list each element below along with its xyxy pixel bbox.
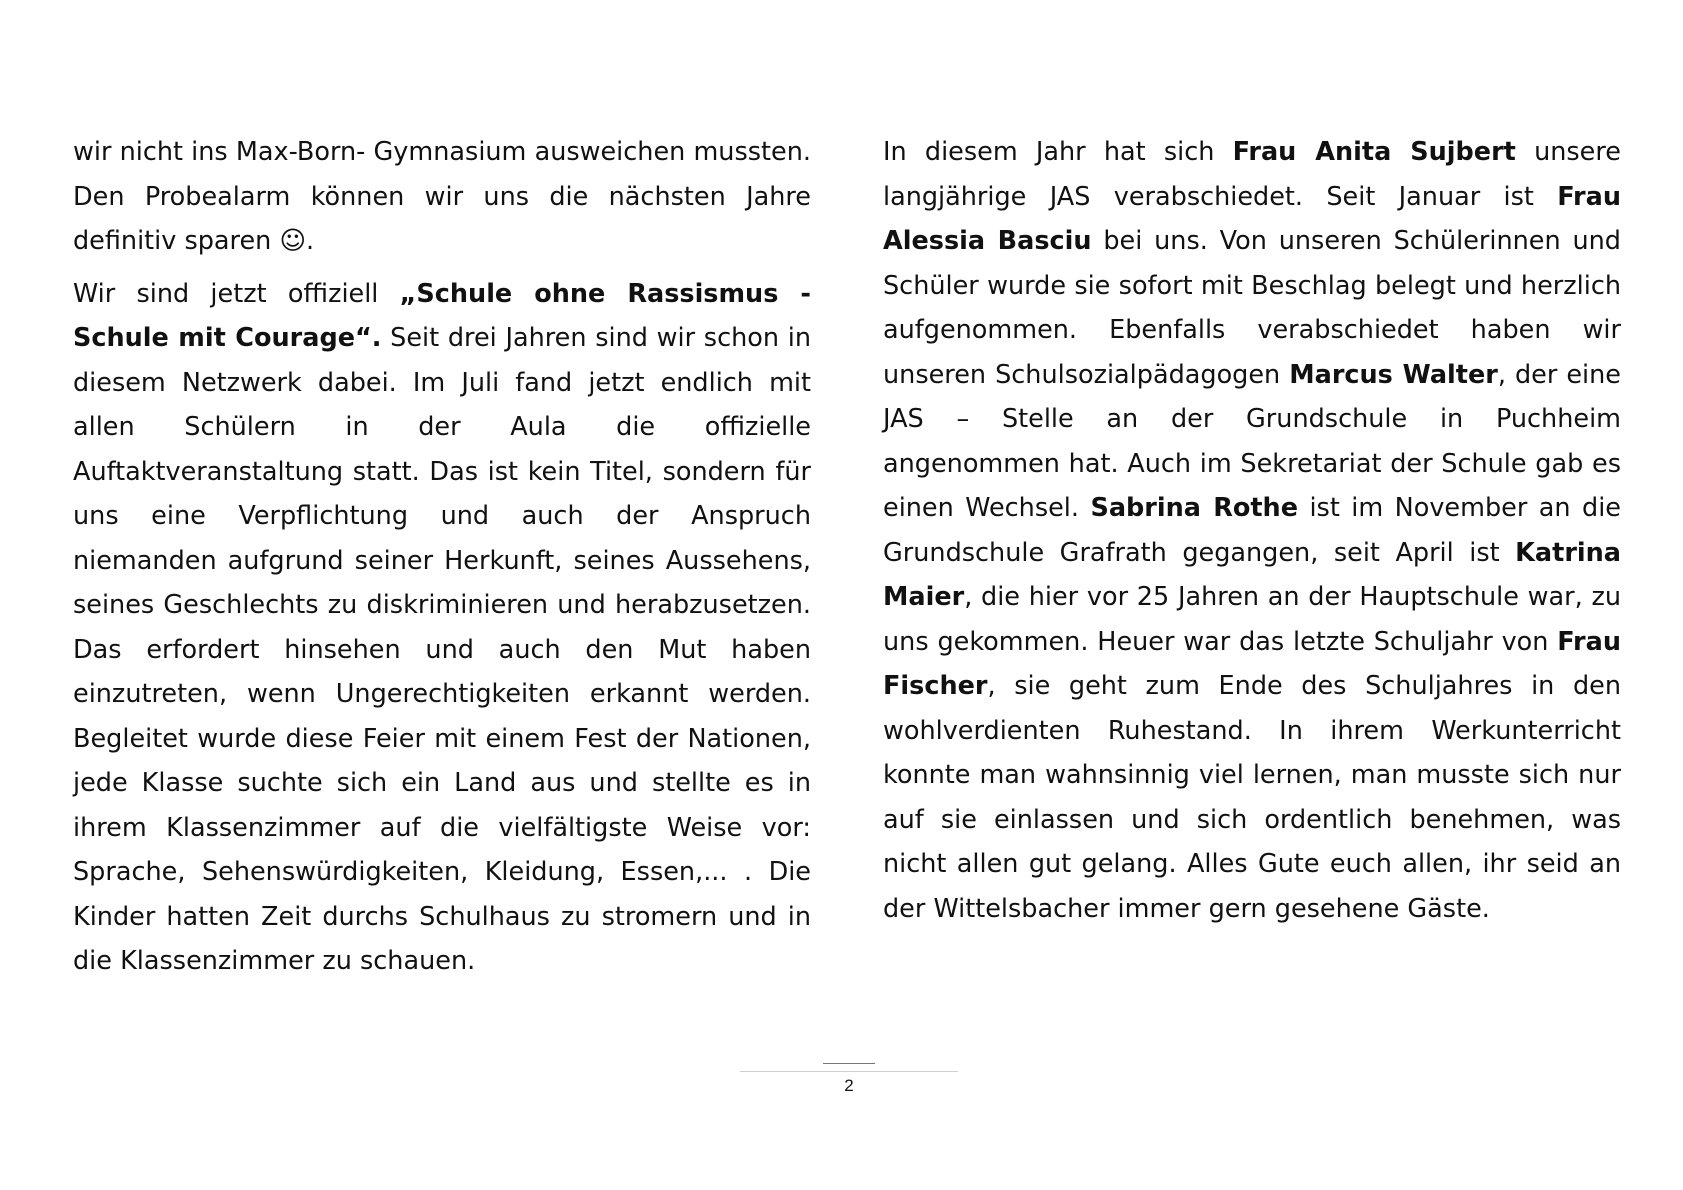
person-name: Katrina Maier	[883, 537, 1621, 612]
person-name: Marcus Walter	[1289, 359, 1498, 390]
footer-divider	[740, 1071, 958, 1072]
footer-short-rule	[823, 1063, 875, 1064]
page-footer	[740, 1063, 958, 1096]
paragraph-staff-changes: In diesem Jahr hat sich Frau Anita Sujbert unsere langjährige JAS verabschiedet. Seit Januar ist Frau Alessia Basciu bei uns. Von unseren Schülerinnen und Schüler wurde sie sofort mit Beschlag belegt und herzlich aufgenommen. Ebenfalls verabschiedet haben wir unseren Schulsozialpädagogen Marcus Walter, der eine JAS – Stelle an der Grundschule in Puchheim angenommen hat. Auch im Sekretariat der Schule gab es einen Wechsel. Sabrina Rothe ist im November an die Grundschule Grafrath gegangen, seit April ist Katrina Maier, die hier vor 25 Jahren an der Hauptschule war, zu uns gekommen. Heuer war das letzte Schuljahr von Frau Fischer, sie geht zum Ende des Schuljahres in den wohlverdienten Ruhestand. In ihrem Werkunterricht konnte man wahnsinnig viel lernen, man musste sich nur auf sie einlassen und sich ordentlich benehmen, was nicht allen gut gelang. Alles Gute euch allen, ihr seid an der Wittelsbacher immer gern gesehene Gäste.	[883, 137, 1621, 924]
paragraph-fire-alarm: wir nicht ins Max-Born- Gymnasium ausweichen mussten. Den Probealarm können wir uns die nächsten Jahre definitiv sparen ☺.	[73, 137, 811, 256]
person-name: Frau Fischer	[883, 626, 1621, 701]
left-column	[73, 130, 811, 992]
person-name: Frau Alessia Basciu	[883, 181, 1621, 256]
person-name: Sabrina Rothe	[1090, 493, 1298, 523]
page-number: 2	[844, 1076, 854, 1095]
project-title: „Schule ohne Rassismus - Schule mit Courage“.	[73, 278, 811, 353]
right-column	[883, 130, 1621, 939]
person-name: Frau Anita Sujbert	[1232, 137, 1516, 167]
paragraph-school-without-racism: Wir sind jetzt offiziell „Schule ohne Rassismus - Schule mit Courage“. Seit drei Jahren sind wir schon in diesem Netzwerk dabei. Im Juli fand jetzt endlich mit allen Schülern in der Aula die offizielle Auftaktveranstaltung statt. Das ist kein Titel, sondern für uns eine Verpflichtung und auch der Anspruch niemanden aufgrund seiner Herkunft, seines Aussehens, seines Geschlechts zu diskriminieren und herabzusetzen. Das erfordert hinsehen und auch den Mut haben einzutreten, wenn Ungerechtigkeiten erkannt werden. Begleitet wurde diese Feier mit einem Fest der Nationen, jede Klasse suchte sich ein Land aus und stellte es in ihrem Klassenzimmer auf die vielfältigste Weise vor: Sprache, Sehenswürdigkeiten, Kleidung, Essen,... . Die Kinder hatten Zeit durchs Schulhaus zu stromern und in die Klassenzimmer zu schauen.	[73, 278, 811, 976]
